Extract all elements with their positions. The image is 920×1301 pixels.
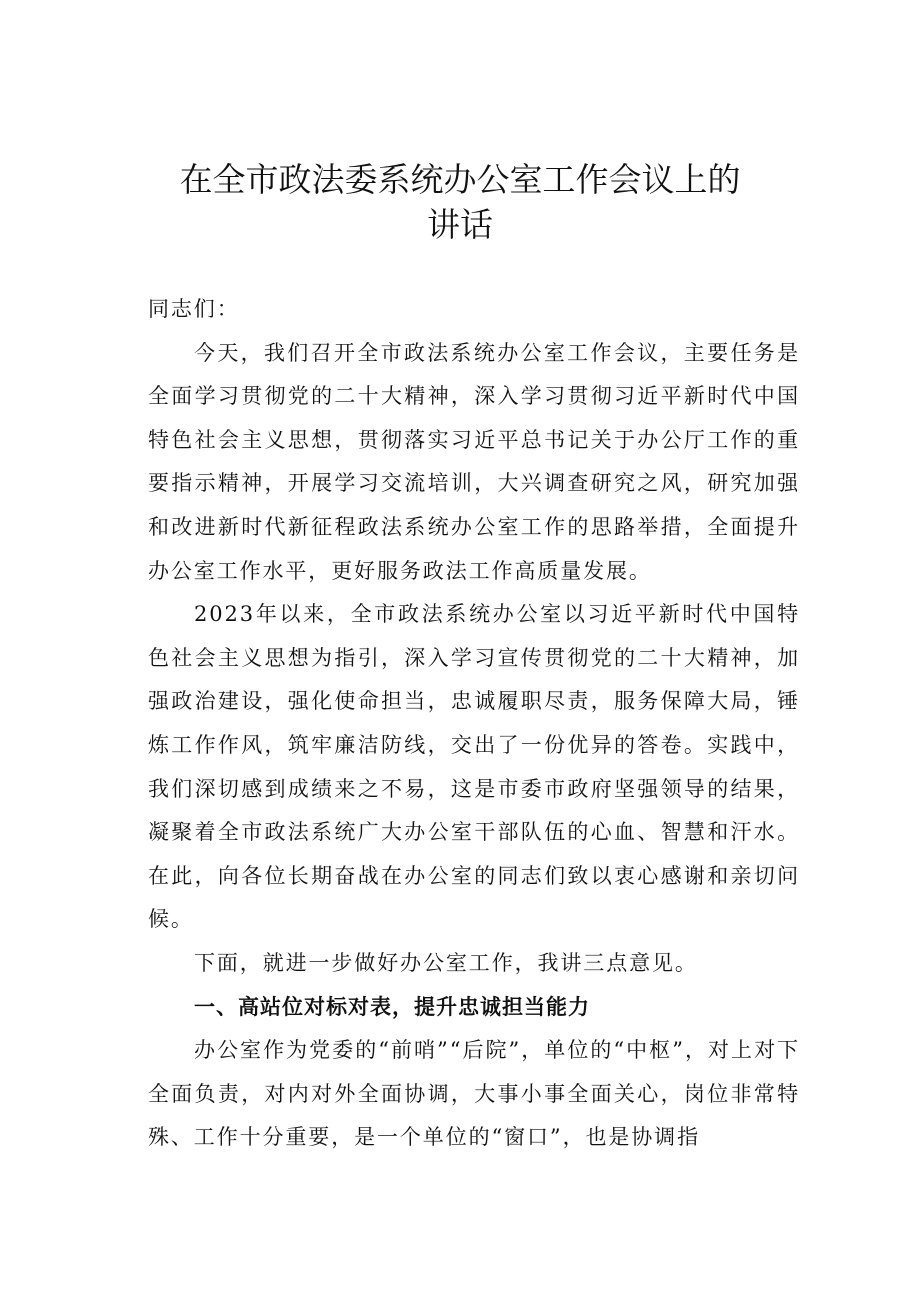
paragraph-transition: 下面，就进一步做好办公室工作，我讲三点意见。 [194,950,698,975]
salutation: 同志们： [148,297,240,321]
paragraph-section-1: 办公室作为党委的“前哨”“后院”，单位的“中枢”，对上对下全面负责，对内对外全面协调，大事小事全面关心，岗位非常特殊、工作十分重要，是一个单位的“窗口”，也是协调指 [148,1038,800,1150]
document-body [148,288,800,1160]
paragraph-achievements: 2023年以来，全市政法系统办公室以习近平新时代中国特色社会主义思想为指引，深入学习宣传贯彻党的二十大精神，加强政治建设，强化使命担当，忠诚履职尽责，服务保障大局，锤炼工作作风，筑牢廉洁防线，交出了一份优异的答卷。实践中，我们深切感到成绩来之不易，这是市委市政府坚强领导的结果，凝聚着全市政法系统广大办公室干部队伍的心血、智慧和汗水。在此，向各位长期奋战在办公室的同志们致以衷心感谢和亲切问候。 [148,602,800,932]
section-heading-1: 一、高站位对标对表，提升忠诚担当能力 [194,994,590,1019]
paragraph-intro: 今天，我们召开全市政法系统办公室工作会议，主要任务是全面学习贯彻党的二十大精神，深入学习贯彻习近平新时代中国特色社会主义思想，贯彻落实习近平总书记关于办公厅工作的重要指示精神，开展学习交流培训，大兴调查研究之风，研究加强和改进新时代新征程政法系统办公室工作的思路举措，全面提升办公室工作水平，更好服务政法工作高质量发展。 [148,340,800,583]
document-title-line-2: 讲话 [427,205,493,244]
document-title-line-1: 在全市政法委系统办公室工作会议上的 [179,160,741,199]
